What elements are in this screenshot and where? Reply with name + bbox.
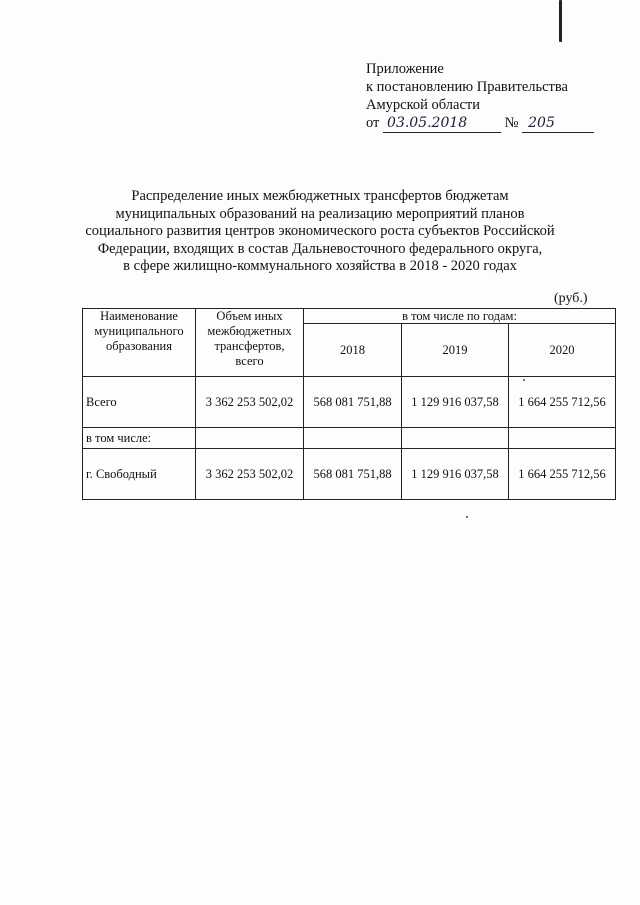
unit-label: (руб.) bbox=[554, 291, 588, 306]
city-2020: 1 664 255 712,56 bbox=[509, 449, 616, 500]
appendix-date-line bbox=[366, 114, 594, 133]
city-2018: 568 081 751,88 bbox=[304, 449, 402, 500]
header-name: Наименование муниципального образования bbox=[83, 309, 196, 377]
header-year-2018: 2018 bbox=[304, 324, 402, 377]
total-2018: 568 081 751,88 bbox=[304, 377, 402, 428]
date-prefix: от bbox=[366, 115, 380, 131]
appendix-line-3: Амурской области bbox=[366, 97, 480, 113]
transfers-table bbox=[82, 308, 616, 500]
scan-speck bbox=[523, 379, 525, 381]
including-empty-2018 bbox=[304, 428, 402, 449]
scan-mark bbox=[559, 0, 562, 42]
scan-speck bbox=[466, 516, 468, 518]
title-line-3: социального развития центров экономического роста субъектов Российской bbox=[85, 223, 555, 239]
document-title bbox=[60, 188, 580, 276]
total-2020: 1 664 255 712,56 bbox=[509, 377, 616, 428]
date-value: 03.05.2018 bbox=[383, 114, 501, 133]
total-label: Всего bbox=[83, 377, 196, 428]
header-years-group: в том числе по годам: bbox=[304, 309, 616, 324]
total-2019: 1 129 916 037,58 bbox=[402, 377, 509, 428]
title-line-5: в сфере жилищно-коммунального хозяйства в 2018 - 2020 годах bbox=[123, 258, 517, 274]
appendix-line-2: к постановлению Правительства bbox=[366, 79, 568, 95]
city-label: г. Свободный bbox=[83, 449, 196, 500]
table-row-total bbox=[83, 377, 616, 428]
title-line-4: Федерации, входящих в состав Дальневосточного федерального округа, bbox=[97, 240, 543, 257]
including-empty-2020 bbox=[509, 428, 616, 449]
number-value: 205 bbox=[522, 114, 594, 133]
city-2019: 1 129 916 037,58 bbox=[402, 449, 509, 500]
title-line-1: Распределение иных межбюджетных трансфертов бюджетам bbox=[131, 188, 509, 204]
header-volume: Объем иных межбюджетных трансфертов, всего bbox=[196, 309, 304, 377]
including-empty-volume bbox=[196, 428, 304, 449]
table-row-including bbox=[83, 428, 616, 449]
table-row-city bbox=[83, 449, 616, 500]
table-header-row bbox=[83, 309, 616, 324]
number-prefix: № bbox=[504, 115, 519, 131]
total-volume: 3 362 253 502,02 bbox=[196, 377, 304, 428]
including-empty-2019 bbox=[402, 428, 509, 449]
appendix-block bbox=[366, 60, 594, 133]
appendix-line-1: Приложение bbox=[366, 61, 444, 77]
title-line-2: муниципальных образований на реализацию мероприятий планов bbox=[115, 205, 525, 222]
including-label: в том числе: bbox=[83, 428, 196, 449]
header-year-2020: 2020 bbox=[509, 324, 616, 377]
header-year-2019: 2019 bbox=[402, 324, 509, 377]
city-volume: 3 362 253 502,02 bbox=[196, 449, 304, 500]
